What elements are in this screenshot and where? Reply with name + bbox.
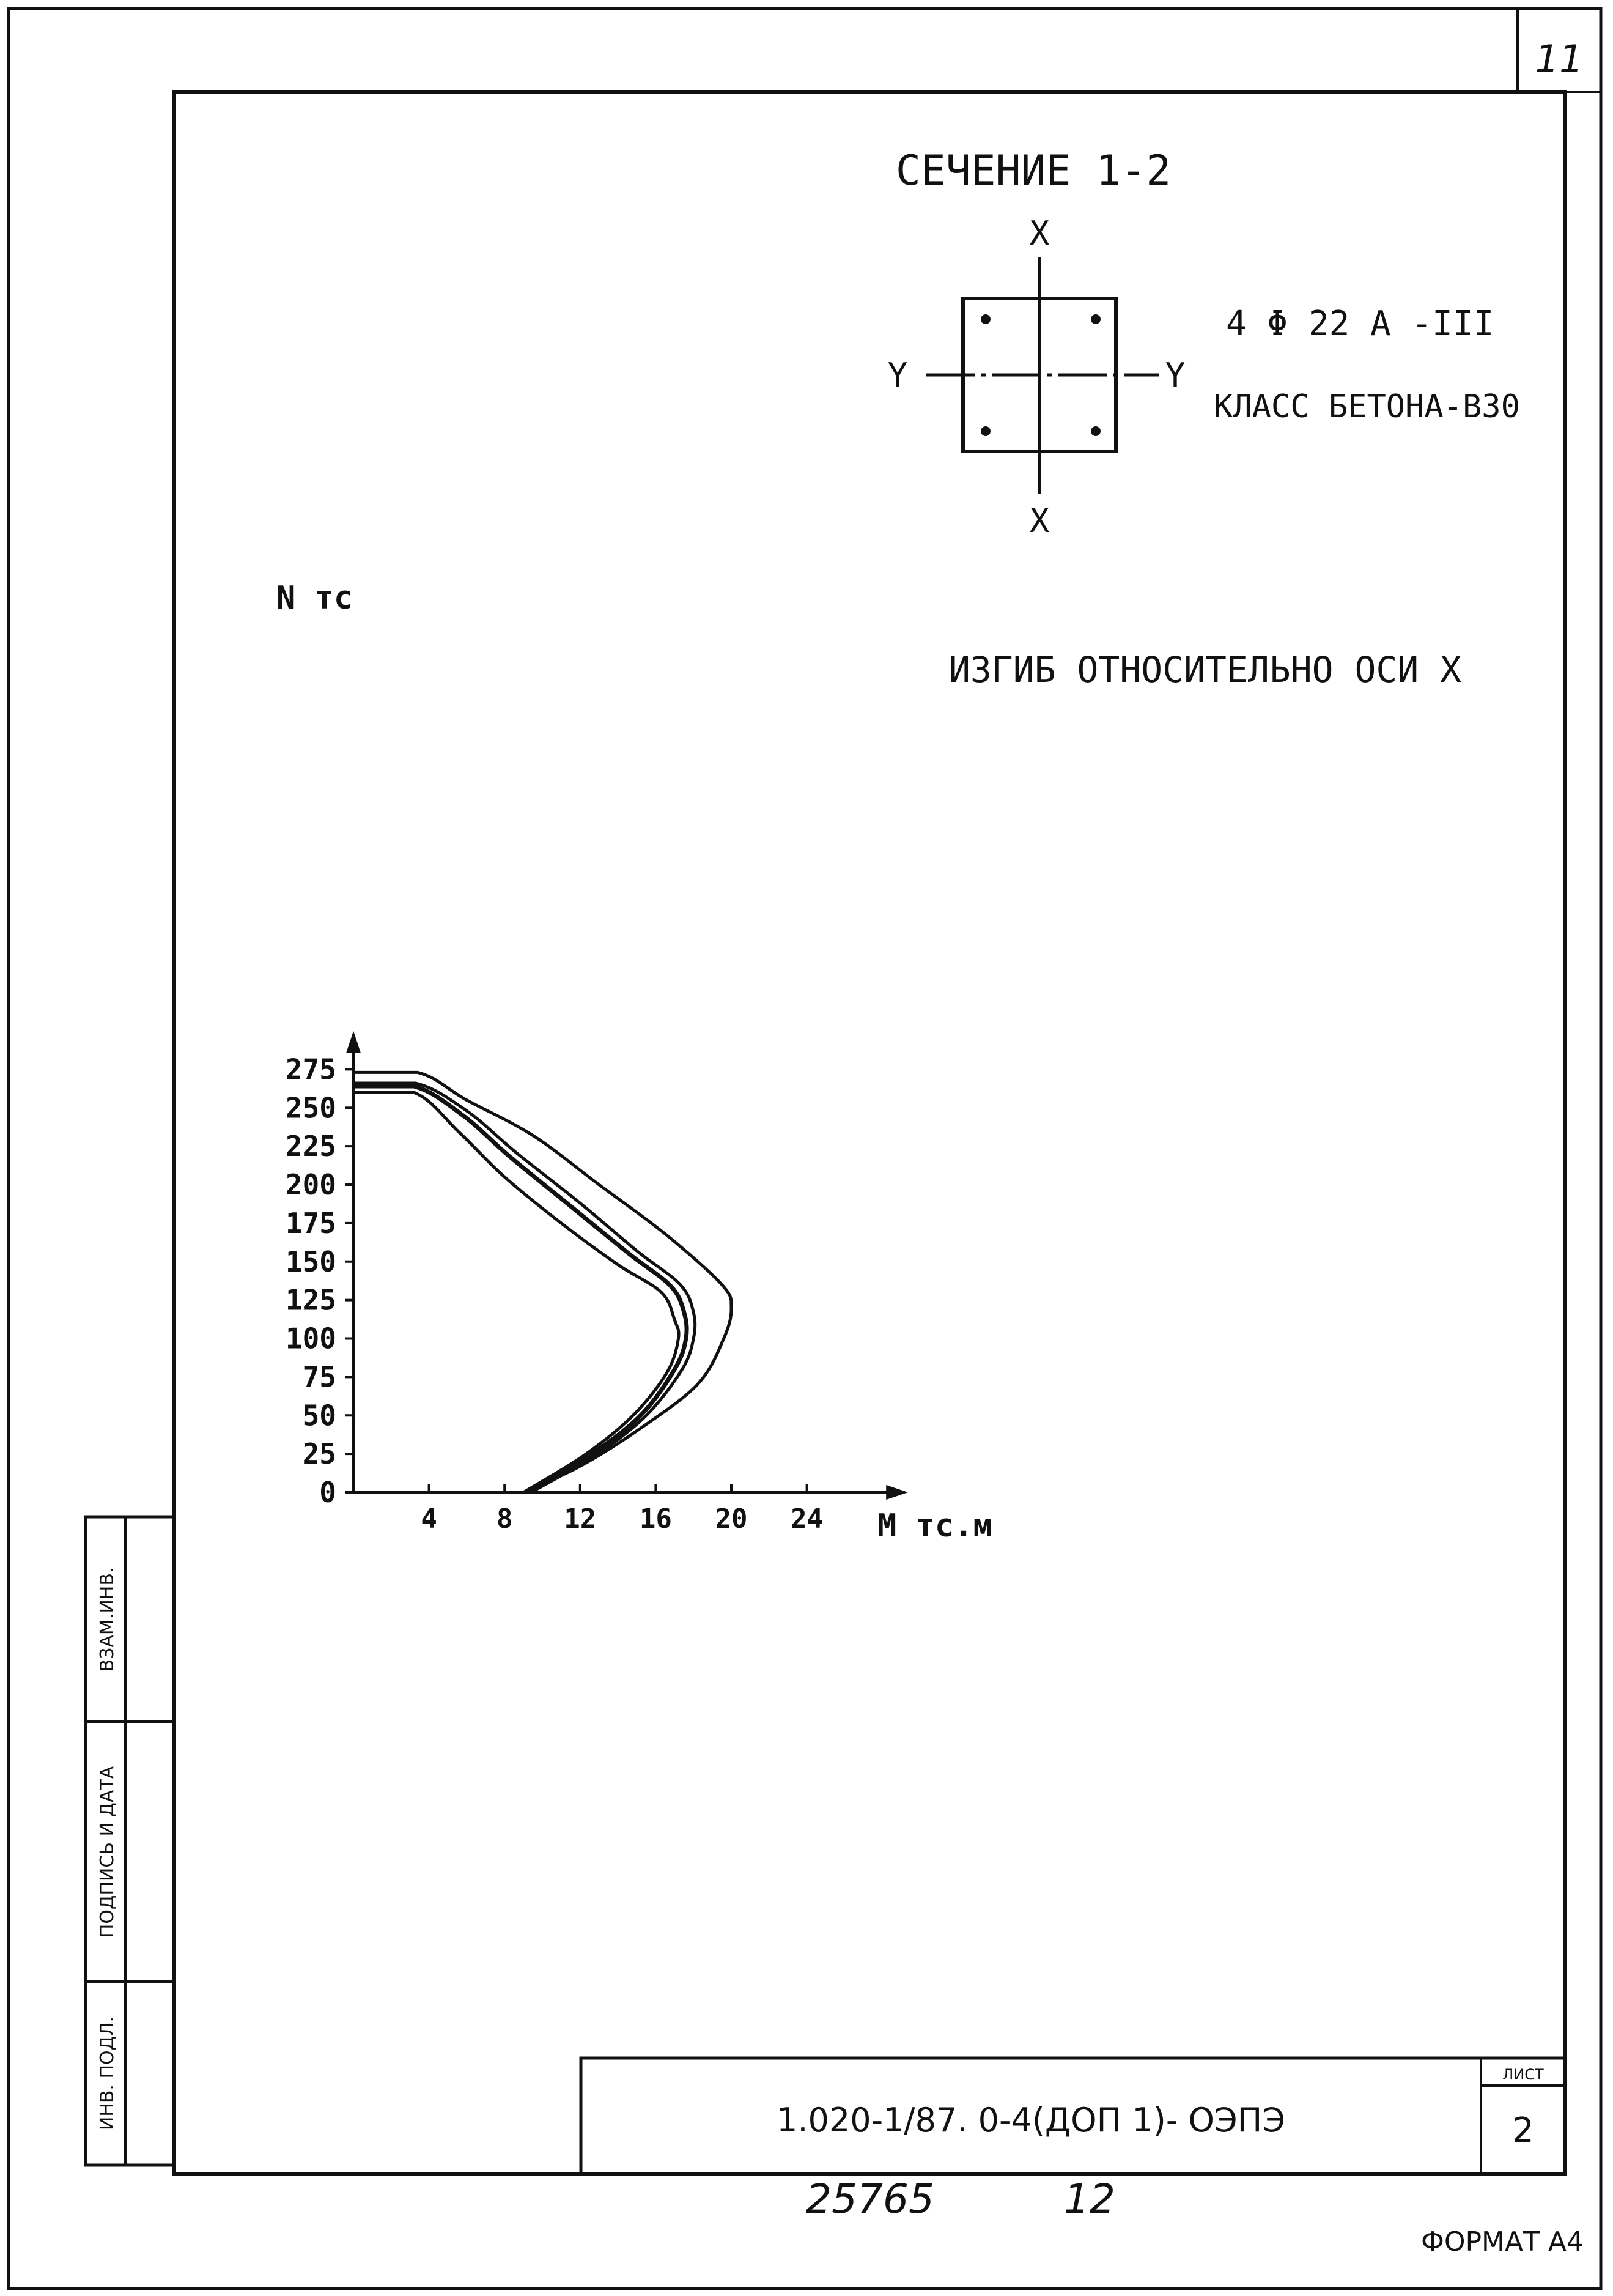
interaction-curve-1	[353, 1072, 731, 1492]
y-tick-label: 75	[302, 1360, 336, 1394]
outer-border	[9, 9, 1601, 2289]
rebar-dot	[1091, 426, 1101, 436]
x-tick-label: 16	[639, 1503, 672, 1535]
x-tick-label: 8	[496, 1503, 513, 1535]
page-number-box	[1518, 9, 1601, 92]
axis-x-top-label: X	[1029, 214, 1050, 253]
x-axis-arrow	[886, 1485, 908, 1500]
y-tick-label: 175	[285, 1206, 336, 1240]
rebar-dot	[981, 426, 991, 436]
y-tick-label: 225	[285, 1130, 336, 1163]
interaction-chart	[276, 580, 992, 1544]
stamp-podpis-data: ПОДПИСЬ И ДАТА	[97, 1766, 118, 1938]
page-number: 11	[1535, 37, 1584, 81]
x-axis-label: M тс.м	[877, 1508, 992, 1544]
section-title: СЕЧЕНИЕ 1-2	[895, 147, 1172, 195]
x-tick-label: 24	[791, 1503, 824, 1535]
axis-x-bottom-label: X	[1029, 502, 1050, 540]
x-tick-label: 12	[564, 1503, 597, 1535]
y-tick-label: 0	[319, 1476, 336, 1509]
axis-y-left-label: Y	[887, 356, 908, 394]
handwritten-number-left: 25765	[806, 2176, 934, 2223]
rebar-dot	[981, 314, 991, 324]
y-tick-label: 275	[285, 1053, 336, 1086]
handwritten-number-right: 12	[1064, 2176, 1115, 2223]
sheet-number: 2	[1512, 2111, 1534, 2150]
y-axis-label: N тс	[276, 580, 353, 617]
format-label: ФОРМАТ А4	[1420, 2226, 1584, 2257]
y-axis-arrow	[346, 1031, 361, 1053]
y-tick-label: 150	[285, 1245, 336, 1278]
y-tick-label: 200	[285, 1168, 336, 1201]
x-tick-label: 20	[715, 1503, 748, 1535]
rebar-dot	[1091, 314, 1101, 324]
y-tick-label: 50	[302, 1399, 336, 1432]
bending-note: ИЗГИБ ОТНОСИТЕЛЬНО ОСИ X	[949, 649, 1462, 691]
side-stamp	[86, 1517, 174, 2165]
axis-y-right-label: Y	[1165, 356, 1186, 394]
reinforcement-label: 4 Φ 22 A -III	[1226, 304, 1494, 344]
y-tick-label: 100	[285, 1322, 336, 1355]
sheet-label: ЛИСТ	[1502, 2066, 1544, 2083]
y-tick-label: 25	[302, 1437, 336, 1471]
y-tick-label: 125	[285, 1283, 336, 1317]
interaction-curve-2	[353, 1083, 695, 1492]
title-block	[581, 2058, 1565, 2174]
document-code: 1.020-1/87. 0-4(ДОП 1)- ОЭПЭ	[777, 2101, 1285, 2139]
cross-section-diagram	[888, 214, 1186, 540]
x-tick-label: 4	[421, 1503, 437, 1535]
stamp-inv-podl: ИНВ. ПОДЛ.	[97, 2016, 118, 2131]
stamp-vzam-inv: ВЗАМ.ИНВ.	[97, 1567, 118, 1672]
y-tick-label: 250	[285, 1091, 336, 1125]
concrete-class-label: КЛАСС БЕТОНА-В30	[1214, 388, 1520, 425]
